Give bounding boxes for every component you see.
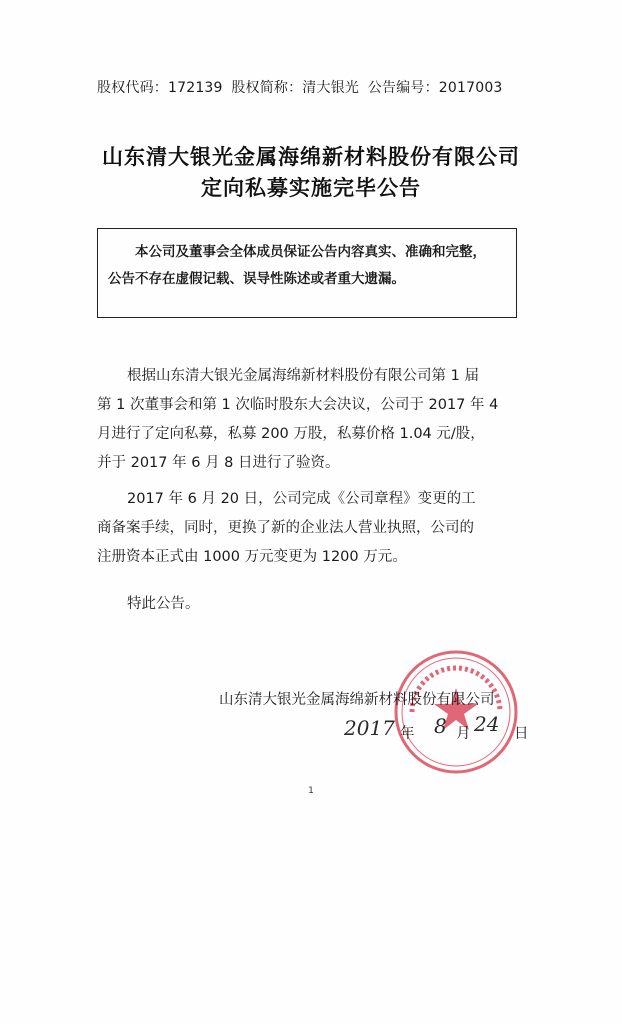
handwritten-day: 24 xyxy=(474,712,500,736)
paragraph-1 xyxy=(97,362,527,478)
handwritten-year: 2017 xyxy=(344,716,395,740)
announcement-header xyxy=(97,77,507,97)
paragraph-line: 月进行了定向私募，私募 200 万股，私募价格 1.04 元/股， xyxy=(97,426,485,442)
signature-date xyxy=(334,712,534,756)
closing-phrase: 特此公告。 xyxy=(127,596,200,612)
paragraph-3 xyxy=(97,590,527,619)
notice-number: 公告编号：2017003 xyxy=(367,80,503,96)
signature-company: 山东清大银光金属海绵新材料股份有限公司 xyxy=(219,692,495,708)
disclaimer-line-2: 公告不存在虚假记载、误导性陈述或者重大遗漏。 xyxy=(108,271,405,287)
month-label: 月 xyxy=(456,726,471,742)
paragraph-line: 第 1 次董事会和第 1 次临时股东大会决议，公司于 2017 年 4 xyxy=(97,397,499,413)
paragraph-line: 注册资本正式由 1000 万元变更为 1200 万元。 xyxy=(97,549,407,565)
handwritten-month: 8 xyxy=(434,714,447,738)
stock-short-name: 股权简称：清大银光 xyxy=(231,80,360,96)
paragraph-line: 根据山东清大银光金属海绵新材料股份有限公司第 1 届 xyxy=(127,368,479,384)
company-seal xyxy=(392,648,520,776)
stock-code: 股权代码：172139 xyxy=(97,80,223,96)
paragraph-line: 商备案手续，同时，更换了新的企业法人营业执照，公司的 xyxy=(97,520,474,536)
year-label: 年 xyxy=(400,726,415,742)
announcement-title: 定向私募实施完毕公告 xyxy=(201,175,421,200)
day-label: 日 xyxy=(514,726,529,742)
paragraph-line: 并于 2017 年 6 月 8 日进行了验资。 xyxy=(97,455,340,471)
paragraph-2 xyxy=(97,485,527,572)
disclaimer-line-1: 本公司及董事会全体成员保证公告内容真实、准确和完整， xyxy=(135,244,486,260)
disclaimer-box xyxy=(97,228,517,318)
paragraph-line: 2017 年 6 月 20 日，公司完成《公司章程》变更的工 xyxy=(127,491,476,507)
page-number: 1 xyxy=(308,786,314,796)
company-title: 山东清大银光金属海绵新材料股份有限公司 xyxy=(102,144,520,169)
